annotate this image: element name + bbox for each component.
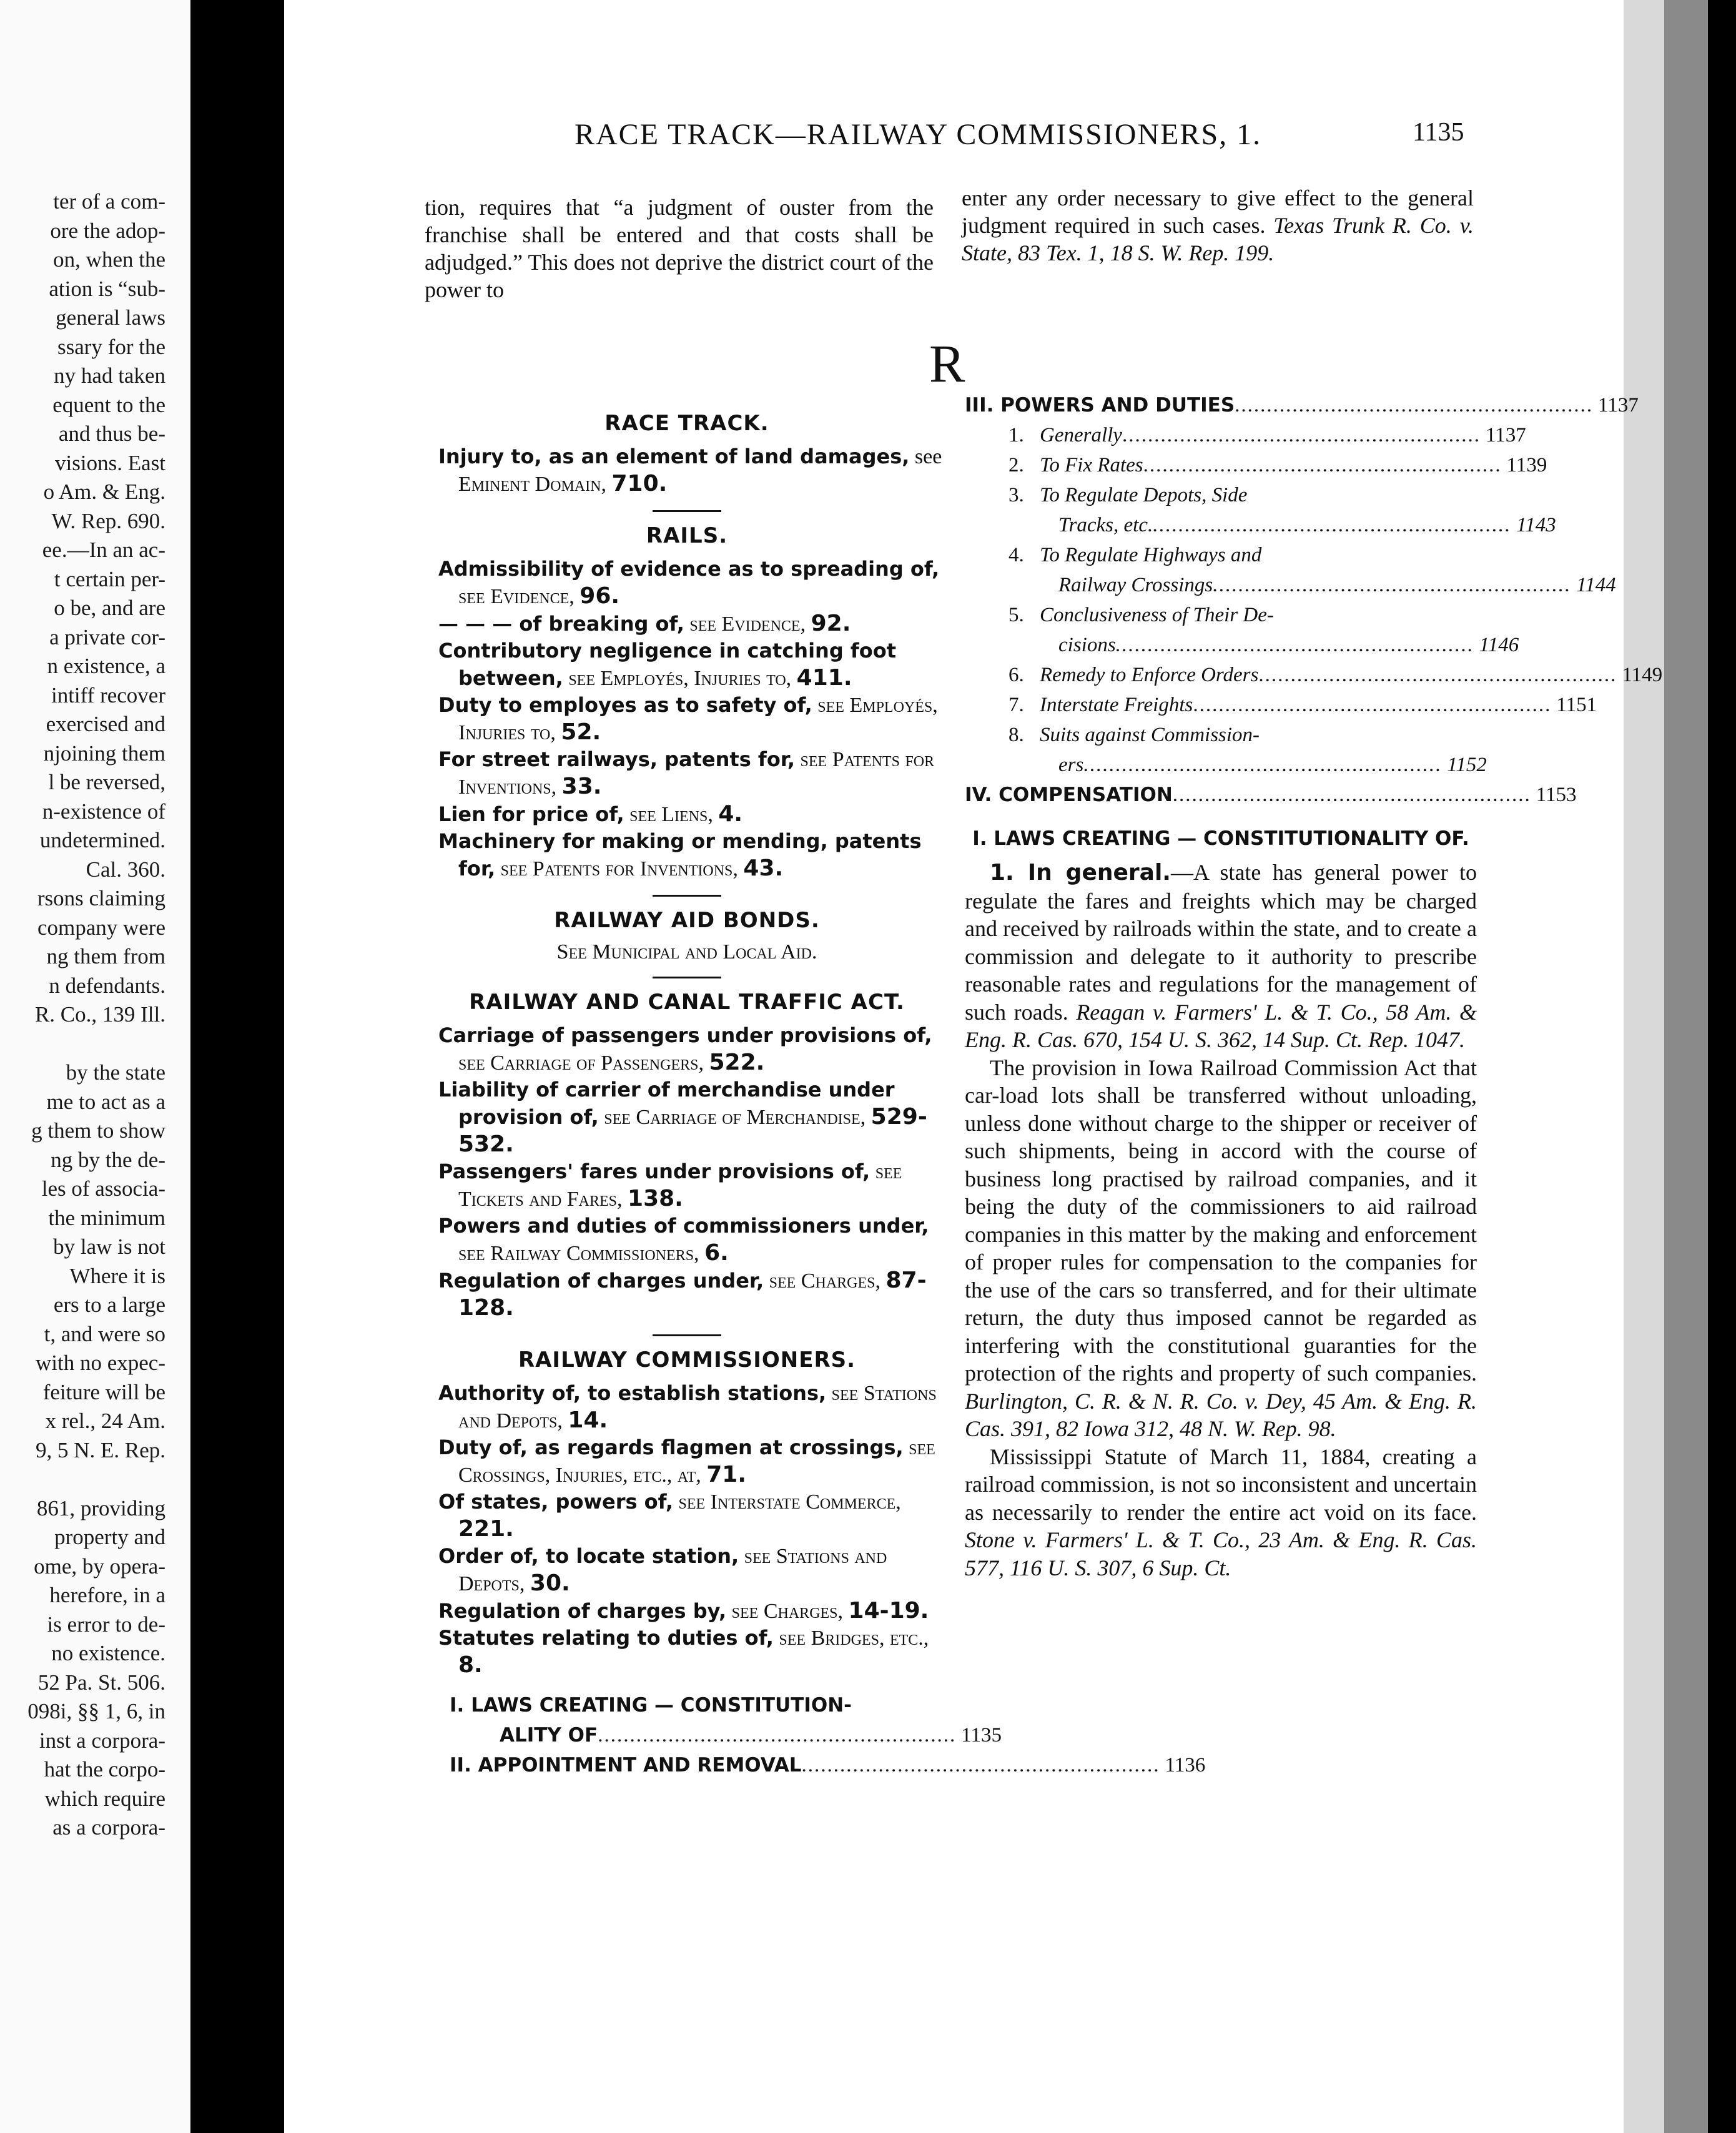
toc-sub-number: 2.: [1009, 454, 1024, 476]
gutter: [190, 0, 290, 2133]
toc-sub-label: To Regulate Depots, Side: [1040, 484, 1248, 506]
toc-sub-label: Generally: [1040, 424, 1122, 446]
canal-act-entries: [425, 1022, 949, 1322]
entry-lead: Authority of, to establish stations,: [438, 1381, 827, 1405]
index-entry: [438, 746, 949, 800]
intro-left-paragraph: tion, requires that “a judgment of ouster from the franchise shall be entered and that costs shall be adjudged.” This does not deprive the district court of the power to: [425, 195, 934, 302]
left-fragment-line: t, and were so: [44, 1321, 165, 1346]
entry-lead: Powers and duties of commissioners under,: [438, 1214, 929, 1238]
index-entry: [438, 1213, 949, 1267]
running-head: RACE TRACK—RAILWAY COMMISSIONERS, 1.: [575, 118, 1262, 151]
entry-num: 33.: [561, 774, 602, 799]
entry-num: 52.: [561, 719, 601, 745]
leader-dots: ........................................................: [1193, 694, 1552, 716]
entry-num: 71.: [706, 1462, 746, 1487]
entry-lead: Contributory negligence in catching foot between,: [438, 639, 897, 690]
left-fragment-line: on, when the: [53, 247, 165, 272]
left-fragment-line: ome, by opera-: [34, 1554, 165, 1579]
left-fragment-line: x rel., 24 Am.: [45, 1409, 165, 1433]
left-fragment-line: by law is not: [53, 1234, 165, 1259]
entry-lead: Of states, powers of,: [438, 1490, 673, 1514]
toc-sub-label: To Fix Rates: [1040, 454, 1143, 476]
toc-page: 1136: [1165, 1754, 1206, 1776]
canal-act-heading: RAILWAY AND CANAL TRAFFIC ACT.: [469, 990, 905, 1015]
entry-lead: Order of, to locate station,: [438, 1544, 739, 1568]
toc-page: 1152: [1447, 754, 1487, 776]
index-entry: [438, 556, 949, 610]
entry-ref: see Charges,: [731, 1600, 844, 1623]
entry-num: 14-19.: [848, 1598, 929, 1623]
entry-lead: Passengers' fares under provisions of,: [438, 1160, 870, 1183]
left-fragment-line: rsons claiming: [37, 886, 165, 910]
entry-num: 710.: [611, 471, 668, 496]
left-fragment-line: [0, 1030, 165, 1059]
toc-sub-label-cont: cisions: [1058, 634, 1116, 656]
paragraph-3-cite: 23 Am. & Eng. R. Cas. 577, 116 U. S. 307, 6 Sup. Ct.: [965, 1527, 1477, 1580]
toc-left: [425, 1690, 1206, 1780]
left-fragment-line: visions. East: [55, 450, 165, 475]
leader-dots: ........................................................: [1213, 574, 1572, 596]
entry-num: 43.: [743, 855, 784, 881]
left-fragment-line: ation is “sub-: [49, 276, 165, 301]
entry-ref: see Evidence,: [458, 585, 575, 608]
toc-row-iv: [965, 780, 1577, 810]
entry-num: 221.: [458, 1516, 514, 1542]
entry-ref: see Crossings, Injuries, etc., at,: [458, 1436, 935, 1487]
index-entry: [438, 692, 949, 746]
entry-lead: Admissibility of evidence as to spreading of,: [438, 557, 940, 581]
right-column: [965, 390, 1663, 1582]
index-entry: [438, 1543, 949, 1597]
paragraph-2-cite: 45 Am. & Eng. R. Cas. 391, 82 Iowa 312, 48 N. W. Rep. 98.: [965, 1388, 1477, 1441]
paragraph-3: [965, 1443, 1477, 1582]
index-entry: [438, 1022, 949, 1076]
leader-dots: ........................................................: [801, 1754, 1160, 1776]
entry-ref: see Railway Commissioners,: [458, 1242, 699, 1265]
leader-dots: ........................................................: [1172, 784, 1531, 806]
toc-label: ALITY OF: [500, 1724, 598, 1746]
paragraph-1-case: Reagan v. Farmers' L. & T. Co.,: [1076, 999, 1378, 1025]
toc-sub-number: 7.: [1009, 694, 1024, 716]
entry-num: 411.: [796, 665, 852, 691]
toc-sub-number: 8.: [1009, 724, 1024, 746]
toc-label: III. POWERS AND DUTIES: [965, 394, 1235, 416]
left-fragment-line: ore the adop-: [50, 218, 165, 243]
left-fragment-line: intiff recover: [51, 682, 165, 707]
toc-sub-number: 3.: [1009, 484, 1024, 506]
race-track-entry: [438, 443, 949, 498]
entry-lead: Regulation of charges under,: [438, 1269, 764, 1293]
entry-lead: Duty of, as regards flagmen at crossings,: [438, 1436, 904, 1459]
toc-label: IV. COMPENSATION: [965, 784, 1173, 806]
toc-page: 1139: [1506, 454, 1547, 476]
entry-ref: see Stations and Depots,: [458, 1545, 887, 1595]
toc-page: 1146: [1479, 634, 1519, 656]
index-entry: [438, 1158, 949, 1213]
entry-ref: Eminent Domain,: [458, 473, 606, 496]
entry-num: 138.: [628, 1186, 683, 1211]
left-fragment-line: Cal. 360.: [86, 857, 165, 882]
toc-row-iii: [965, 390, 1639, 420]
toc-sub-label-cont: ers: [1058, 754, 1084, 776]
toc-page: 1143: [1516, 514, 1556, 536]
entry-num: 96.: [579, 583, 620, 609]
left-fragment-line: as a corpora-: [52, 1815, 165, 1840]
index-entry: [438, 1267, 949, 1322]
left-fragment-line: property and: [54, 1525, 165, 1549]
left-fragment-line: 9, 5 N. E. Rep.: [35, 1437, 165, 1462]
left-fragment-line: ssary for the: [57, 334, 165, 359]
index-entry: [438, 828, 949, 882]
left-fragment-line: company were: [37, 915, 165, 940]
entry-ref: see Charges,: [769, 1269, 880, 1293]
page-number: 1135: [1413, 118, 1464, 147]
left-fragment-line: o be, and are: [54, 596, 165, 620]
divider-rule: [653, 977, 721, 978]
index-entry: [438, 1625, 949, 1679]
entry-num: 92.: [811, 611, 851, 636]
toc-sub-number: 4.: [1009, 544, 1024, 566]
leader-dots: ........................................................: [1258, 664, 1617, 686]
entry-lead: Injury to, as an element of land damages,: [438, 445, 910, 468]
left-fragment-line: with no expec-: [36, 1351, 165, 1375]
left-fragment-line: 52 Pa. St. 506.: [37, 1670, 165, 1695]
toc-sub-number: 6.: [1009, 664, 1024, 686]
leader-dots: ........................................................: [1122, 424, 1481, 446]
entry-num: 8.: [458, 1652, 483, 1678]
toc-row-ii: [450, 1750, 1206, 1780]
left-fragment-line: ny had taken: [54, 363, 165, 388]
leader-dots: ........................................................: [1143, 454, 1502, 476]
left-fragment-line: o Am. & Eng.: [43, 480, 165, 504]
toc-subsection-row: [965, 720, 1477, 750]
index-entry: [438, 610, 949, 638]
left-fragment-line: by the state: [66, 1060, 165, 1085]
left-fragment-line: t certain per-: [54, 566, 165, 591]
leader-dots: ........................................................: [1083, 754, 1443, 776]
railway-aid-bonds-heading: RAILWAY AID BONDS.: [554, 908, 820, 933]
entry-num: 14.: [568, 1407, 608, 1433]
left-fragment-line: which require: [44, 1786, 165, 1811]
index-entry: [438, 638, 949, 692]
toc-page: 1135: [961, 1724, 1002, 1746]
paragraph-1-cite: 58 Am. & Eng. R. Cas. 670, 154 U. S. 362, 14 Sup. Ct. Rep. 1047.: [965, 999, 1477, 1052]
toc-label: I. LAWS CREATING — CONSTITUTION-: [450, 1694, 852, 1717]
left-fragment-line: exercised and: [46, 712, 165, 736]
left-fragment-line: ers to a large: [53, 1293, 165, 1317]
toc-page: 1137: [1598, 394, 1639, 416]
toc-row-i: [450, 1690, 949, 1720]
entry-see: see: [914, 445, 942, 468]
left-fragment-line: and thus be-: [58, 421, 165, 446]
entry-ref: see Employés, Injuries to,: [568, 667, 792, 690]
left-fragment-line: equent to the: [52, 392, 165, 417]
toc-subsection-cont: [965, 570, 1616, 600]
divider-rule: [653, 895, 721, 897]
index-entry: [438, 1489, 949, 1543]
paragraph-3-case: Stone v. Farmers' L. & T. Co.,: [965, 1527, 1251, 1552]
race-track-heading: RACE TRACK.: [604, 411, 769, 436]
toc-page: 1153: [1536, 784, 1577, 806]
left-fragment-line: herefore, in a: [49, 1583, 165, 1607]
entry-ref: see Bridges, etc.,: [779, 1627, 929, 1650]
rails-entries: [425, 556, 949, 882]
left-fragment-line: ng them from: [46, 944, 165, 968]
entry-lead: Regulation of charges by,: [438, 1599, 727, 1623]
left-page-fragment: [0, 187, 165, 1843]
toc-subsection-cont: [965, 630, 1519, 660]
left-fragment-line: ng by the de-: [51, 1147, 165, 1172]
toc-sub-label-cont: Tracks, etc.: [1058, 514, 1153, 536]
index-entry: [438, 1597, 949, 1625]
left-fragment-line: general laws: [56, 305, 165, 330]
left-fragment-line: n defendants.: [49, 973, 165, 998]
left-fragment-line: ter of a com-: [53, 189, 165, 214]
left-fragment-line: a private cor-: [49, 624, 165, 649]
toc-subsection-row: [965, 450, 1547, 480]
entry-num: 529-532.: [458, 1104, 927, 1157]
toc-subsection-row: [965, 600, 1477, 630]
entry-ref: see Patents for Inventions,: [500, 857, 738, 880]
left-fragment-line: feiture will be: [42, 1379, 165, 1404]
toc-subsection-cont: [965, 510, 1556, 540]
leader-dots: ........................................................: [598, 1724, 957, 1746]
left-fragment-line: njoining them: [43, 741, 165, 766]
toc-sub-number: 5.: [1009, 604, 1024, 626]
paragraph-1: [965, 859, 1477, 1054]
entry-ref: see Patents for Inventions,: [458, 748, 935, 799]
toc-subsection-row: [965, 690, 1597, 720]
paragraph-1-lead: 1. In general.: [990, 860, 1171, 885]
section-letter: R: [929, 333, 965, 393]
divider-rule: [653, 1334, 721, 1336]
left-fragment-line: n-existence of: [42, 799, 165, 824]
index-entry: [438, 1076, 949, 1158]
entry-lead: For street railways, patents for,: [438, 747, 796, 771]
entry-ref: see Carriage of Passengers,: [458, 1052, 704, 1075]
left-fragment-line: 098i, §§ 1, 6, in: [27, 1699, 165, 1723]
left-fragment-line: undetermined.: [39, 828, 165, 852]
entry-num: 30.: [530, 1570, 570, 1596]
entry-ref: see Carriage of Merchandise,: [604, 1106, 866, 1129]
toc-label: II. APPOINTMENT AND REMOVAL: [450, 1754, 802, 1776]
paragraph-2-case: Burlington, C. R. & N. R. Co. v. Dey,: [965, 1388, 1306, 1414]
left-fragment-line: ee.—In an ac-: [42, 538, 165, 562]
left-fragment-line: Where it is: [69, 1263, 165, 1288]
toc-page: 1137: [1485, 424, 1526, 446]
rails-heading: RAILS.: [646, 523, 728, 548]
left-fragment-line: [0, 1465, 165, 1494]
paragraph-3-text: Mississippi Statute of March 11, 1884, creating a railroad commission, is not so inconsistent and uncertain as necessarily to render the entire act void on its face.: [965, 1444, 1477, 1525]
index-entry: [438, 1380, 949, 1434]
toc-page: 1151: [1556, 694, 1597, 716]
entry-lead: Carriage of passengers under provisions of,: [438, 1023, 932, 1047]
toc-row-i-cont: [450, 1720, 1002, 1750]
intro-right-text: enter any order necessary to give effect to the general judgment required in such cases.: [962, 185, 1474, 238]
entry-ref: see Liens,: [629, 803, 713, 826]
entry-ref: see Employés, Injuries to,: [458, 694, 938, 744]
left-fragment-line: no existence.: [51, 1641, 165, 1665]
entry-num: 522.: [709, 1050, 765, 1075]
railway-aid-bonds-see: See Municipal and Local Aid.: [556, 940, 817, 963]
toc-subsection-row: [965, 540, 1477, 570]
paragraph-2-text: The provision in Iowa Railroad Commission Act that car-load lots shall be transferred without unloading, unless done without charge to the shipper or receiver of such shipments, being in accord with the course of business long practised by railroad companies, and it being the duty of the commissioners to aid railroad companies in this matter by the making and enforcement of proper rules for compensation to the companies for the use of the cars so transferred, and for their ultimate return, the duty thus imposed cannot be regarded as interfering with the constitutional guaranties for the protection of the rights and property of such companies.: [965, 1055, 1477, 1386]
toc-subsection-cont: [965, 750, 1487, 780]
divider-rule: [653, 510, 721, 512]
toc-subsection-row: [965, 660, 1663, 690]
intro-right-paragraph: [962, 184, 1474, 267]
section-i-heading: I. LAWS CREATING — CONSTITUTIONALITY OF.: [972, 827, 1469, 850]
intro-right-case: Texas Trunk R. Co. v. State,: [962, 213, 1474, 265]
leader-dots: ........................................................: [1153, 514, 1512, 536]
entry-ref: see Tickets and Fares,: [458, 1160, 902, 1211]
left-fragment-line: l be reversed,: [48, 770, 165, 794]
entry-lead: Lien for price of,: [438, 802, 624, 826]
entry-ref: see Interstate Commerce,: [678, 1490, 901, 1514]
entry-lead: Statutes relating to duties of,: [438, 1626, 774, 1650]
entry-num: 6.: [704, 1240, 729, 1266]
left-fragment-line: g them to show: [31, 1118, 165, 1143]
toc-subsections: [965, 420, 1663, 780]
left-fragment-line: W. Rep. 690.: [51, 508, 165, 533]
entry-lead: — — — of breaking of,: [438, 612, 684, 636]
paragraph-1-text: —A state has general power to regulate the fares and freights which may be charged and received by railroads within the state, and to create a commission and delegate to it authority to prescribe reasonable rates and regulations for the management of such roads.: [965, 860, 1477, 1025]
toc-page: 1149: [1622, 664, 1663, 686]
toc-page: 1144: [1576, 574, 1616, 596]
commissioners-heading: RAILWAY COMMISSIONERS.: [518, 1347, 856, 1372]
leader-dots: ........................................................: [1115, 634, 1474, 656]
commissioners-entries: [425, 1380, 949, 1679]
entry-lead: Liability of carrier of merchandise under provision of,: [438, 1078, 895, 1129]
toc-sub-label-cont: Railway Crossings: [1058, 574, 1213, 596]
left-fragment-line: is error to de-: [47, 1612, 165, 1637]
toc-subsection-row: [965, 420, 1526, 450]
left-fragment-line: les of associa-: [41, 1176, 165, 1201]
entry-ref: see Stations and Depots,: [458, 1382, 937, 1432]
toc-sub-label: Remedy to Enforce Orders: [1040, 664, 1259, 686]
toc-subsection-row: [965, 480, 1477, 510]
toc-sub-label: To Regulate Highways and: [1040, 544, 1262, 566]
entry-num: 4.: [718, 801, 743, 827]
left-fragment-line: hat the corpo-: [44, 1757, 165, 1781]
entry-lead: Machinery for making or mending, patents for,: [438, 829, 922, 880]
left-fragment-line: inst a corpora-: [39, 1728, 165, 1753]
toc-sub-label: Conclusiveness of Their De-: [1040, 604, 1274, 626]
intro-right-cite: 83 Tex. 1, 18 S. W. Rep. 199.: [1017, 240, 1275, 265]
left-fragment-line: 861, providing: [36, 1495, 165, 1520]
page-edge-shadow: [1624, 0, 1664, 2133]
paragraph-2: [965, 1054, 1477, 1443]
entry-lead: Duty to employes as to safety of,: [438, 693, 812, 717]
page-edge: [1664, 0, 1708, 2133]
leader-dots: ........................................................: [1235, 394, 1594, 416]
toc-sub-number: 1.: [1009, 424, 1024, 446]
left-fragment-line: the minimum: [48, 1205, 165, 1230]
entry-ref: see Evidence,: [689, 613, 806, 636]
left-fragment-line: n existence, a: [47, 654, 165, 678]
toc-sub-label: Interstate Freights: [1040, 694, 1193, 716]
index-entry: [438, 1434, 949, 1489]
left-fragment-line: R. Co., 139 Ill.: [34, 1002, 165, 1027]
toc-sub-label: Suits against Commission-: [1040, 724, 1260, 746]
entry-num: 87-128.: [458, 1268, 927, 1321]
index-entry: [438, 800, 949, 828]
left-fragment-line: me to act as a: [46, 1089, 165, 1114]
